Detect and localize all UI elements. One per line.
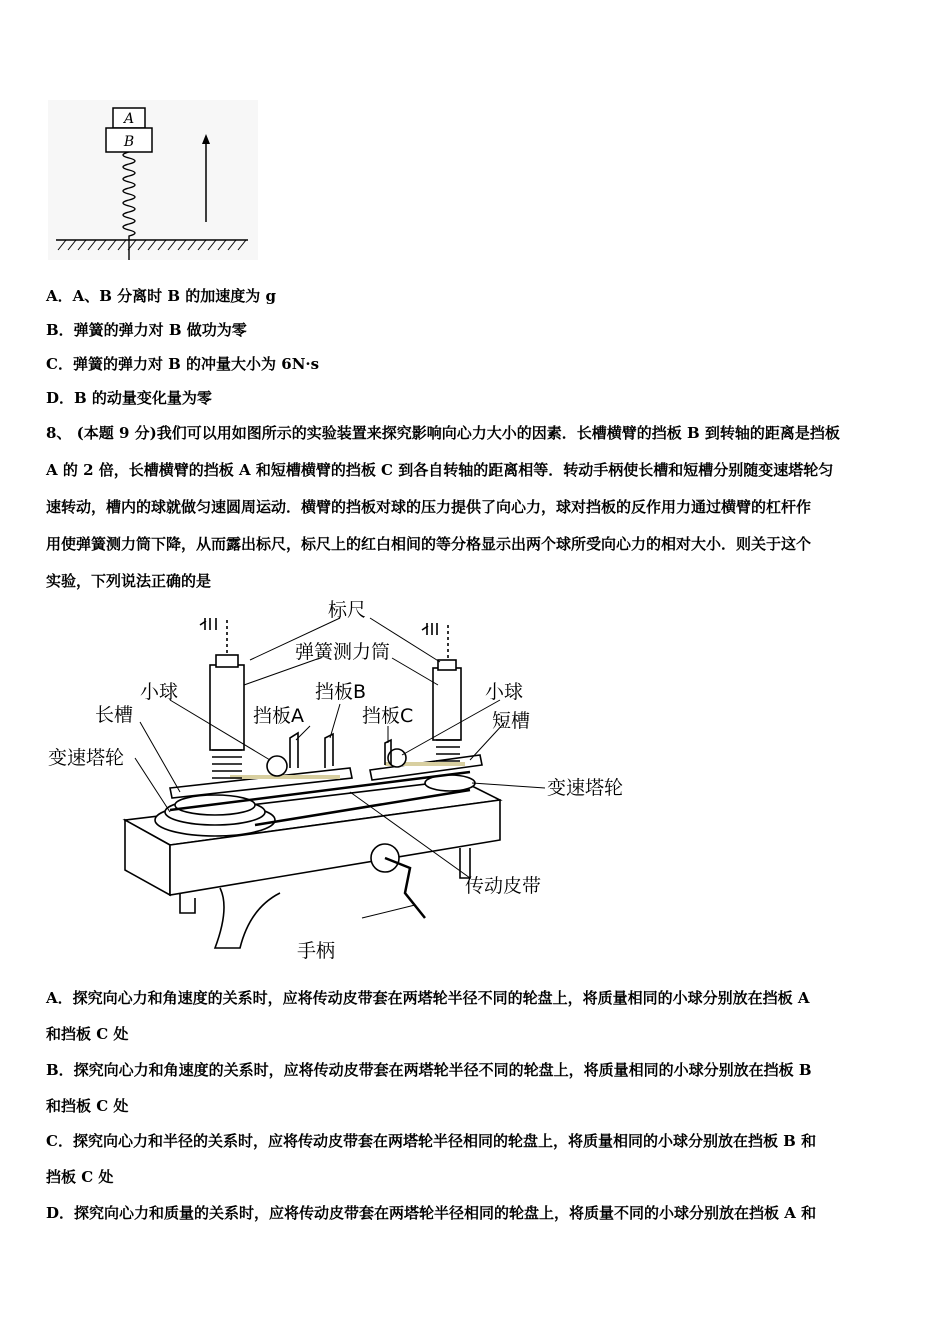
- label-baffle-a: 挡板A: [253, 705, 304, 727]
- label-long-groove: 长槽: [95, 704, 134, 726]
- label-ruler: 标尺: [328, 600, 367, 621]
- label-belt: 传动皮带: [465, 875, 542, 897]
- q7-option-d: D．B 的动量变化量为零: [46, 389, 212, 407]
- q8-stem-line: 8、 (本题 9 分)我们可以用如图所示的实验装置来探究影响向心力大小的因素．长槽横臂的挡板 B 到转轴的距离是挡板: [46, 424, 840, 442]
- label-handle: 手柄: [297, 940, 336, 962]
- q8-stem-line: 用使弹簧测力筒下降，从而露出标尺，标尺上的红白相间的等分格显示出两个球所受向心力的相对大小．则关于这个: [46, 535, 812, 553]
- q8-option-line: D．探究向心力和质量的关系时，应将传动皮带套在两塔轮半径相同的轮盘上，将质量不同的小球分别放在挡板 A 和: [46, 1204, 817, 1222]
- q8-option-line: 和挡板 C 处: [46, 1097, 129, 1115]
- label-tower-wheel-left: 变速塔轮: [48, 747, 125, 769]
- ball-left: [267, 756, 287, 776]
- block-a-label: A: [123, 111, 135, 127]
- q8-stem-line: 实验，下列说法正确的是: [46, 572, 212, 590]
- q8-stem-line: 速转动，槽内的球就做匀速圆周运动．横臂的挡板对球的压力提供了向心力，球对挡板的反作用力通过横臂的杠杆作: [46, 498, 812, 516]
- q8-option-line: 挡板 C 处: [46, 1168, 114, 1186]
- q8-option-line: B．探究向心力和角速度的关系时，应将传动皮带套在两塔轮半径不同的轮盘上，将质量相同的小球分别放在挡板 B: [46, 1061, 812, 1079]
- q8-option-line: A．探究向心力和角速度的关系时，应将传动皮带套在两塔轮半径不同的轮盘上，将质量相同的小球分别放在挡板 A: [46, 989, 810, 1007]
- q8-option-line: 和挡板 C 处: [46, 1025, 129, 1043]
- label-short-groove: 短槽: [492, 710, 531, 732]
- q8-option-line: C．探究向心力和半径的关系时，应将传动皮带套在两塔轮半径相同的轮盘上，将质量相同的小球分别放在挡板 B 和: [46, 1132, 817, 1150]
- label-ball-right: 小球: [485, 681, 524, 703]
- label-ball-left: 小球: [140, 681, 179, 703]
- spring-block-figure: [48, 100, 258, 260]
- baffle-b: [325, 734, 333, 768]
- centripetal-apparatus-figure: [40, 600, 660, 980]
- label-spring-tube: 弹簧测力筒: [295, 641, 391, 663]
- block-b-label: B: [123, 134, 135, 150]
- q7-option-b: B．弹簧的弹力对 B 做功为零: [46, 321, 247, 339]
- left-spring-tube: [210, 665, 244, 750]
- baffle-a: [290, 733, 298, 768]
- long-groove: [170, 768, 352, 798]
- q8-stem-line: A 的 2 倍，长槽横臂的挡板 A 和短槽横臂的挡板 C 到各自转轴的距离相等．转动手柄使长槽和短槽分别随变速塔轮匀: [46, 461, 834, 479]
- label-baffle-b: 挡板B: [315, 681, 367, 703]
- label-tower-wheel-right: 变速塔轮: [547, 777, 624, 799]
- q7-option-c: C．弹簧的弹力对 B 的冲量大小为 6N·s: [46, 355, 320, 373]
- label-baffle-c: 挡板C: [362, 705, 414, 727]
- q7-option-a: A．A、B 分离时 B 的加速度为 g: [46, 287, 277, 305]
